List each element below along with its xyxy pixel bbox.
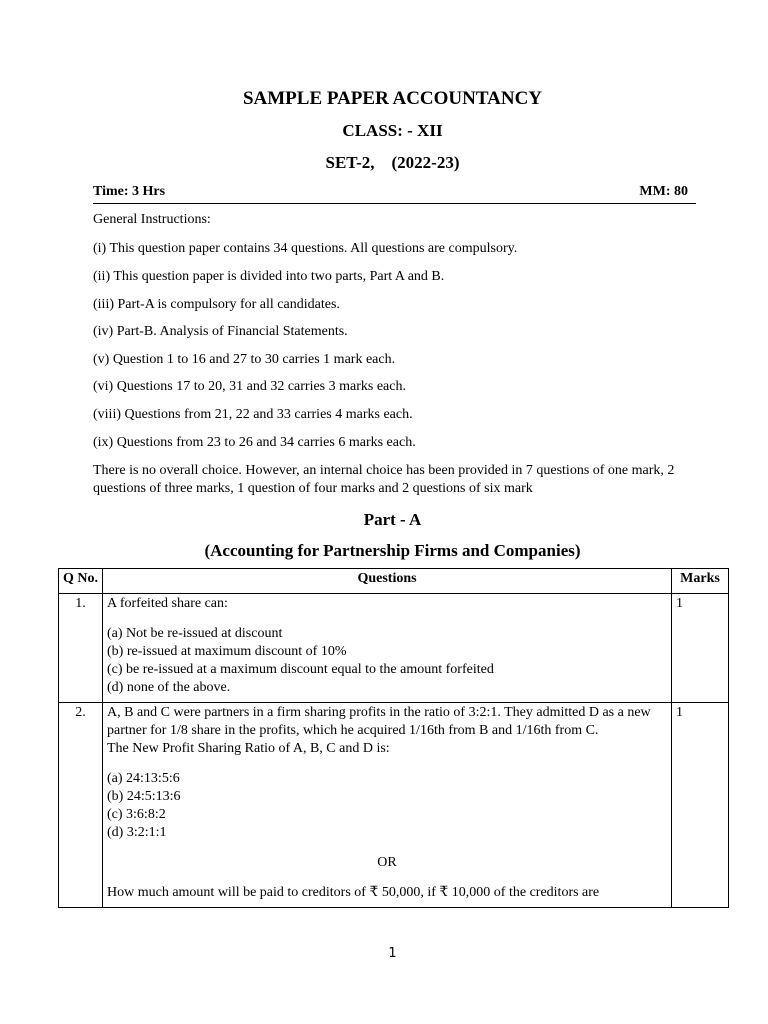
option-c: (c) 3:6:8:2: [107, 807, 166, 822]
instructions-heading: General Instructions:: [93, 212, 211, 227]
instruction-item: (vi) Questions 17 to 20, 31 and 32 carries 3 marks each.: [93, 379, 406, 394]
questions-header: Questions: [103, 569, 672, 594]
option-b: (b) 24:5:13:6: [107, 789, 181, 804]
set-line: SET-2, (2022-23): [325, 153, 460, 172]
question-number: 1.: [59, 594, 103, 703]
part-title: Part - A: [363, 510, 422, 529]
option-b: (b) re-issued at maximum discount of 10%: [107, 644, 347, 659]
instruction-item: (i) This question paper contains 34 questions. All questions are compulsory.: [93, 241, 518, 256]
instruction-item: (iv) Part-B. Analysis of Financial Statements.: [93, 324, 348, 339]
questions-table: [58, 568, 729, 908]
question-stem: A, B and C were partners in a firm sharing profits in the ratio of 3:2:1. They admitted D as a new partner for 1/8 share in the profits, which he acquired 1/16th from B and 1/16th from C.: [107, 705, 651, 738]
option-c: (c) be re-issued at a maximum discount equal to the amount forfeited: [107, 662, 494, 677]
question-stem: A forfeited share can:: [107, 596, 228, 611]
option-d: (d) none of the above.: [107, 680, 231, 695]
qno-header: Q No.: [59, 569, 103, 594]
question-cell: [103, 594, 672, 703]
instruction-item: (v) Question 1 to 16 and 27 to 30 carries 1 mark each.: [93, 352, 396, 367]
table-row: [59, 703, 729, 908]
header-divider: [93, 203, 696, 204]
table-header-row: [59, 569, 729, 594]
time-allowed: Time: 3 Hrs: [93, 184, 166, 199]
page-number: 1: [388, 946, 397, 961]
options-list: [107, 770, 667, 842]
class-line: CLASS: - XII: [342, 121, 443, 140]
instruction-item: (viii) Questions from 21, 22 and 33 carries 4 marks each.: [93, 407, 413, 422]
paper-title: SAMPLE PAPER ACCOUNTANCY: [242, 88, 543, 109]
instruction-item: (ii) This question paper is divided into two parts, Part A and B.: [93, 269, 445, 284]
question-stem-2: The New Profit Sharing Ratio of A, B, C and D is:: [107, 741, 390, 756]
part-subtitle: (Accounting for Partnership Firms and Companies): [204, 541, 581, 560]
time-marks-row: [93, 184, 696, 203]
question-marks: 1: [672, 594, 729, 703]
choice-note: There is no overall choice. However, an internal choice has been provided in 7 questions of one mark, 2 questions of three marks, 1 question of four marks and 2 questions of six mark: [93, 463, 675, 496]
question-marks: 1: [672, 703, 729, 908]
option-a: (a) 24:13:5:6: [107, 771, 180, 786]
marks-header: Marks: [672, 569, 729, 594]
instruction-item: (iii) Part-A is compulsory for all candidates.: [93, 297, 340, 312]
or-separator: OR: [377, 855, 397, 870]
table-row: [59, 594, 729, 703]
instruction-item: (ix) Questions from 23 to 26 and 34 carries 6 marks each.: [93, 435, 416, 450]
max-marks: MM: 80: [639, 184, 688, 199]
alternative-question: How much amount will be paid to creditors of ₹ 50,000, if ₹ 10,000 of the creditors are: [107, 885, 600, 900]
option-a: (a) Not be re-issued at discount: [107, 626, 283, 641]
question-cell: [103, 703, 672, 908]
option-d: (d) 3:2:1:1: [107, 825, 167, 840]
options-list: [107, 625, 667, 697]
question-number: 2.: [59, 703, 103, 908]
